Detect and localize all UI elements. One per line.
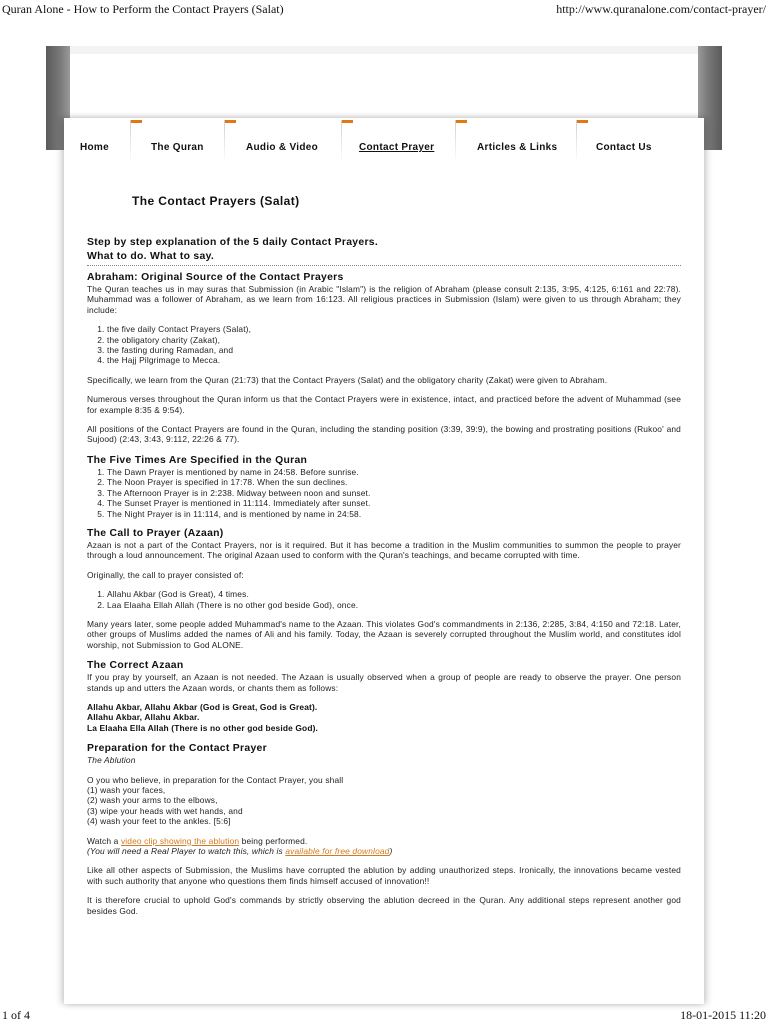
print-page-url: http://www.quranalone.com/contact-prayer/ bbox=[556, 2, 766, 16]
nav-item-label[interactable]: Contact Us bbox=[596, 142, 652, 153]
list-item: 1. The Dawn Prayer is mentioned by name in 24:58. Before sunrise. bbox=[107, 467, 681, 477]
azaan-line: Allahu Akbar, Allahu Akbar. bbox=[87, 712, 200, 723]
verse-line: (2) wash your arms to the elbows, bbox=[87, 795, 218, 806]
paragraph: The Quran teaches us in may suras that Submission (in Arabic "Islam") is the religion of Abraham (please consult 2:135, 3:95, 4:125, 6:161 and 22:78). Muhammad was a follower of Abraham, as we learn from 16:123. All religious practices in Submission (Islam) were given to us through Abraham; they include: bbox=[87, 284, 681, 315]
nav-item-label[interactable]: Home bbox=[80, 142, 109, 153]
verse-line: (4) wash your feet to the ankles. [5:6] bbox=[87, 816, 231, 827]
nav-divider bbox=[576, 120, 577, 164]
text-span: being performed. bbox=[239, 835, 308, 846]
list-item: 3. The Afternoon Prayer is in 2:238. Midway between noon and sunset. bbox=[107, 488, 681, 498]
nav-divider bbox=[224, 120, 225, 164]
paragraph: Specifically, we learn from the Quran (21:73) that the Contact Prayers (Salat) and the obligatory charity (Zakat) were given to Abraham. bbox=[87, 374, 608, 385]
text-span: Watch a bbox=[87, 835, 121, 846]
video-clip-link[interactable]: video clip showing the ablution bbox=[120, 835, 240, 846]
list-item: 4. The Sunset Prayer is mentioned in 11:114. Immediately after sunset. bbox=[107, 498, 681, 508]
section-heading: Abraham: Original Source of the Contact Prayers bbox=[87, 272, 344, 283]
page-title: The Contact Prayers (Salat) bbox=[132, 194, 300, 208]
print-page-title: Quran Alone - How to Perform the Contact Prayers (Salat) bbox=[2, 2, 284, 16]
list-item: 4. the Hajj Pilgrimage to Mecca. bbox=[107, 355, 681, 365]
nav-accent-tick bbox=[455, 120, 467, 123]
nav-divider bbox=[341, 120, 342, 164]
paragraph: All positions of the Contact Prayers are found in the Quran, including the standing position (3:39, 39:9), the bowing and prostrating positions (Rukoo' and Sujood) (2:43, 3:43, 9:112, 22:26 & 77). bbox=[87, 424, 681, 445]
verse-line: O you who believe, in preparation for the Contact Prayer, you shall bbox=[87, 774, 344, 785]
section-heading: Preparation for the Contact Prayer bbox=[87, 743, 267, 755]
list-item: 2. The Noon Prayer is specified in 17:78. When the sun declines. bbox=[107, 477, 681, 487]
verse-line: (1) wash your faces, bbox=[87, 785, 166, 795]
page-container bbox=[64, 118, 704, 1004]
list-item: 1. the five daily Contact Prayers (Salat), bbox=[107, 324, 681, 334]
paragraph: Azaan is not a part of the Contact Prayers, nor is it required. But it has become a tradition in the Muslim communities to summon the people to prayer through a loud announcement. The original Azaan used to conform with the Quran's teachings, and became corrupted with time. bbox=[87, 539, 681, 561]
list-item: 2. Laa Elaaha Ellah Allah (There is no other god beside God), once. bbox=[107, 600, 681, 610]
section-heading: The Correct Azaan bbox=[87, 660, 184, 672]
subheading: The Ablution bbox=[87, 755, 136, 766]
main-nav bbox=[64, 118, 704, 164]
nav-divider bbox=[130, 120, 131, 164]
nav-item-label[interactable]: The Quran bbox=[151, 142, 204, 153]
intro-line: Step by step explanation of the 5 daily Contact Prayers. bbox=[87, 237, 379, 248]
watch-line bbox=[87, 836, 681, 846]
nav-accent-tick bbox=[130, 120, 142, 123]
text-span: (You will need a Real Player to watch this, which is bbox=[87, 846, 286, 857]
text-span: ) bbox=[389, 846, 393, 857]
nav-item-label[interactable]: Contact Prayer bbox=[359, 142, 435, 153]
paragraph: Originally, the call to prayer consisted of: bbox=[87, 569, 244, 580]
page-number: 1 of 4 bbox=[2, 1008, 30, 1022]
prayer-times-list bbox=[107, 467, 681, 519]
list-item: 5. The Night Prayer is in 11:114, and is mentioned by name in 24:58. bbox=[107, 509, 681, 519]
paragraph: Numerous verses throughout the Quran inform us that the Contact Prayers were in existence, intact, and practiced before the advent of Muhammad (see for example 8:35 & 9:54). bbox=[87, 394, 681, 415]
free-download-link[interactable]: available for free download bbox=[285, 846, 390, 857]
print-footer bbox=[0, 1008, 768, 1024]
nav-accent-tick bbox=[341, 120, 353, 123]
player-note-line bbox=[87, 846, 681, 856]
nav-accent-tick bbox=[576, 120, 588, 123]
dotted-divider bbox=[87, 265, 681, 266]
list-item: 3. the fasting during Ramadan, and bbox=[107, 345, 681, 355]
paragraph: Like all other aspects of Submission, the Muslims have corrupted the ablution by adding unauthorized steps. Ironically, the innovations became vested with such authority that anyone who questions them finds himself accused of innovation!! bbox=[87, 865, 681, 886]
print-datetime: 18-01-2015 11:20 bbox=[680, 1008, 766, 1022]
section-heading: The Call to Prayer (Azaan) bbox=[87, 527, 224, 539]
print-header bbox=[0, 0, 768, 20]
paragraph: Many years later, some people added Muhammad's name to the Azaan. This violates God's commandments in 2:136, 2:285, 3:84, 4:150 and 72:18. Later, other groups of Muslims added the names of Ali and his family. Today, the Azaan is severely corrupted throughout the Muslim world, and constitutes idol worship, not Submission to God ALONE. bbox=[87, 618, 681, 650]
nav-accent-tick bbox=[224, 120, 236, 123]
frame-top-band bbox=[70, 46, 698, 54]
nav-item-label[interactable]: Articles & Links bbox=[477, 142, 558, 153]
intro-line: What to do. What to say. bbox=[87, 251, 215, 262]
nav-divider bbox=[455, 120, 456, 164]
section-heading: The Five Times Are Specified in the Quran bbox=[87, 454, 308, 466]
nav-item-label[interactable]: Audio & Video bbox=[246, 142, 319, 153]
list-item: 1. Allahu Akbar (God is Great), 4 times. bbox=[107, 589, 681, 599]
paragraph: If you pray by yourself, an Azaan is not needed. The Azaan is usually observed when a group of people are ready to observe the prayer. One person stands up and utters the Azaan words, or chants them as follows: bbox=[87, 672, 681, 693]
practice-list bbox=[107, 324, 681, 366]
list-item: 2. the obligatory charity (Zakat), bbox=[107, 335, 681, 345]
article-content bbox=[87, 236, 681, 925]
verse-line: (3) wipe your heads with wet hands, and bbox=[87, 805, 243, 816]
paragraph: It is therefore crucial to uphold God's commands by strictly observing the ablution decreed in the Quran. Any additional steps represent another god besides God. bbox=[87, 895, 681, 916]
azaan-line: La Elaaha Ella Allah (There is no other god beside God). bbox=[87, 722, 318, 733]
azaan-line: Allahu Akbar, Allahu Akbar (God is Great, God is Great). bbox=[87, 701, 318, 712]
azaan-list bbox=[107, 589, 681, 610]
